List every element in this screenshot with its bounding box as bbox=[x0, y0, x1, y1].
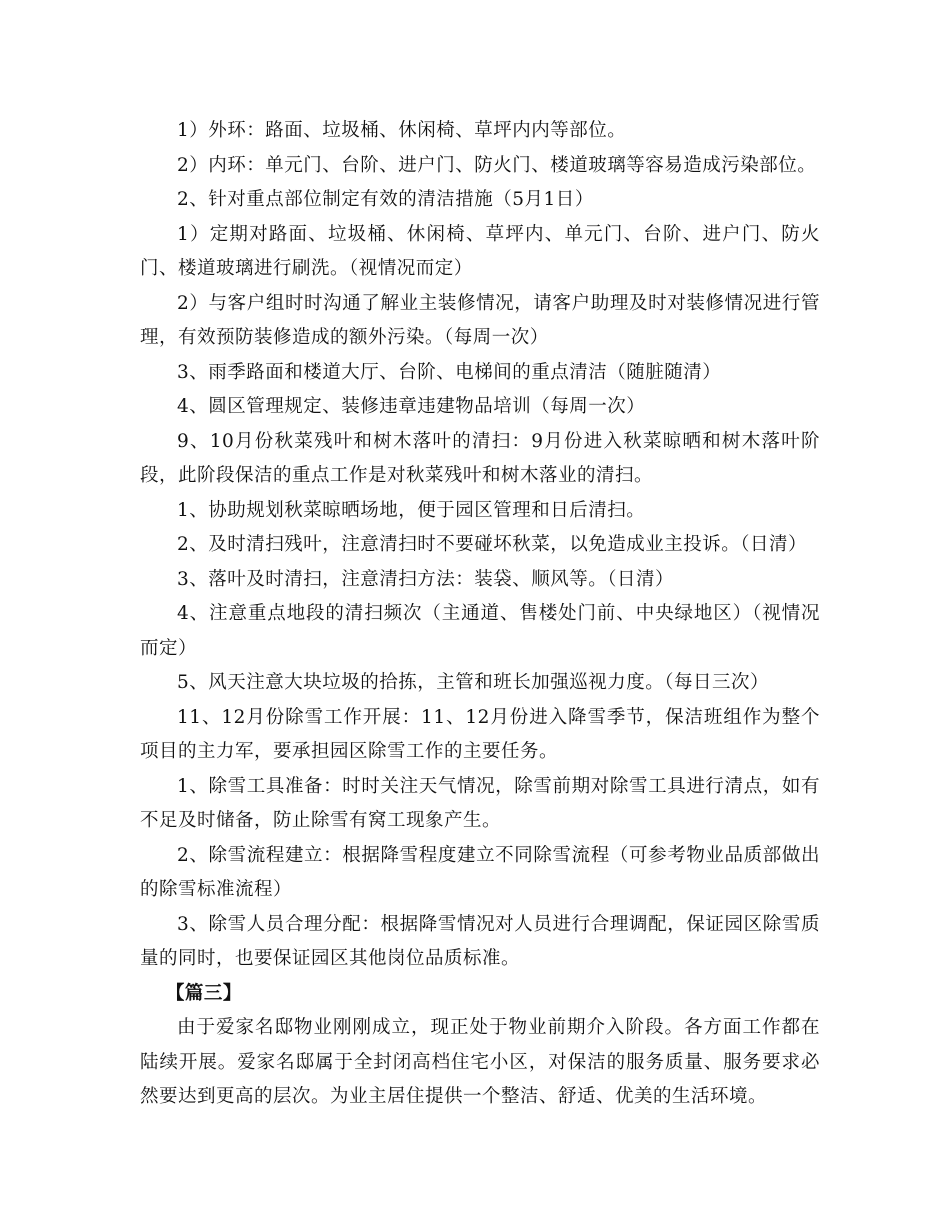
paragraph-outer-ring: 1）外环：路面、垃圾桶、休闲椅、草坪内内等部位。 bbox=[177, 120, 627, 141]
paragraph-fallen-leaves: 3、落叶及时清扫，注意清扫方法：装袋、顺风等。（日清） bbox=[177, 568, 675, 590]
paragraph-rainy-season: 3、雨季路面和楼道大厅、台阶、电梯间的重点清洁（随脏随清） bbox=[177, 361, 722, 383]
paragraph-introduction: 由于爱家名邸物业刚刚成立，现正处于物业前期介入阶段。各方面工作都在陆续开展。爱家名邸属于全封闭高档住宅小区，对保洁的服务质量、服务要求必然要达到更高的层次。为业主居住提供一个整洁、舒适、优美的生活环境。 bbox=[140, 1017, 820, 1107]
paragraph-snow-process: 2、除雪流程建立：根据降雪程度建立不同除雪流程（可参考物业品质部做出的除雪标准流程） bbox=[140, 844, 820, 900]
section-heading: 【篇三】 bbox=[165, 982, 242, 1004]
paragraph-autumn-cleaning: 9、10月份秋菜残叶和树木落叶的清扫：9月份进入秋菜晾晒和树木落叶阶段，此阶段保洁的重点工作是对秋菜残叶和树木落业的清扫。 bbox=[140, 430, 820, 486]
paragraph-regular-washing: 1）定期对路面、垃圾桶、休闲椅、草坪内、单元门、台阶、进户门、防火门、楼道玻璃进行刷洗。（视情况而定） bbox=[140, 223, 820, 279]
paragraph-snow-removal: 11、12月份除雪工作开展：11、12月份进入降雪季节，保洁班组作为整个项目的主力军，要承担园区除雪工作的主要任务。 bbox=[140, 706, 820, 762]
paragraph-windy-days: 5、风天注意大块垃圾的拾拣，主管和班长加强巡视力度。（每日三次） bbox=[177, 672, 770, 693]
paragraph-snow-staffing: 3、除雪人员合理分配：根据降雪情况对人员进行合理调配，保证园区除雪质量的同时，也要保证园区其他岗位品质标准。 bbox=[140, 913, 820, 969]
paragraph-renovation-communication: 2）与客户组时时沟通了解业主装修情况，请客户助理及时对装修情况进行管理，有效预防装修造成的额外污染。（每周一次） bbox=[140, 292, 820, 348]
paragraph-drying-area: 1、协助规划秋菜晾晒场地，便于园区管理和日后清扫。 bbox=[177, 499, 646, 521]
paragraph-snow-tools: 1、除雪工具准备：时时关注天气情况，除雪前期对除雪工具进行清点，如有不足及时储备，防止除雪有窝工现象产生。 bbox=[140, 775, 820, 831]
paragraph-cleaning-measures: 2、针对重点部位制定有效的清洁措施（5月1日） bbox=[177, 189, 594, 210]
paragraph-residual-leaves: 2、及时清扫残叶，注意清扫时不要碰坏秋菜，以免造成业主投诉。（日清） bbox=[177, 534, 808, 555]
paragraph-inner-ring: 2）内环：单元门、台阶、进户门、防火门、楼道玻璃等容易造成污染部位。 bbox=[177, 154, 817, 176]
paragraph-key-areas: 4、注意重点地段的清扫频次（主通道、售楼处门前、中央绿地区）（视情况而定） bbox=[140, 603, 820, 659]
document-body bbox=[140, 114, 820, 1115]
paragraph-training: 4、圆区管理规定、装修违章违建物品培训（每周一次） bbox=[177, 396, 646, 417]
